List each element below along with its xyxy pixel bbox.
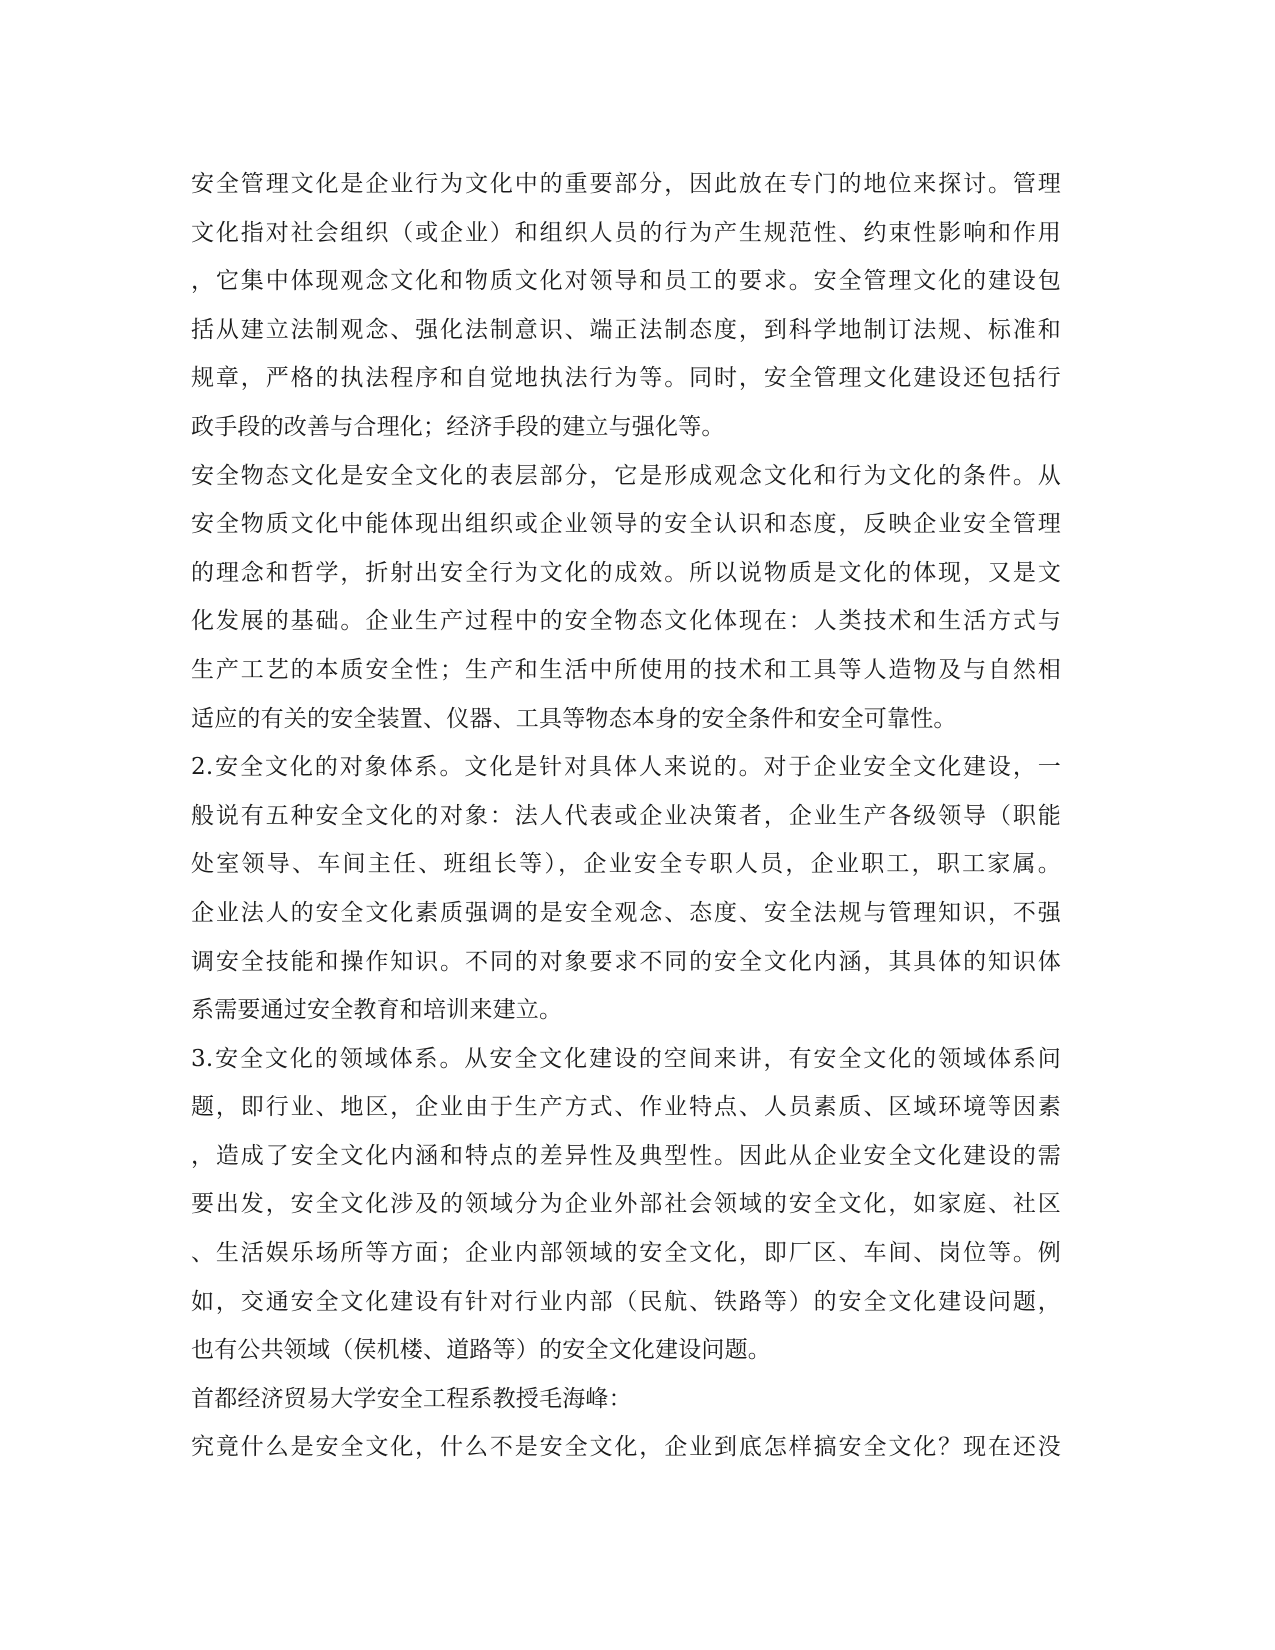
text-line: 规章，严格的执法程序和自觉地执法行为等。同时，安全管理文化建设还包括行: [191, 365, 1061, 392]
text-line: ，它集中体现观念文化和物质文化对领导和员工的要求。安全管理文化的建设包: [191, 268, 1061, 295]
text-line: 文化指对社会组织（或企业）和组织人员的行为产生规范性、约束性影响和作用: [191, 219, 1061, 246]
text-line: 调安全技能和操作知识。不同的对象要求不同的安全文化内涵，其具体的知识体: [191, 948, 1061, 975]
text-line: 如，交通安全文化建设有针对行业内部（民航、铁路等）的安全文化建设问题，: [191, 1288, 1061, 1315]
text-line: 安全管理文化是企业行为文化中的重要部分，因此放在专门的地位来探讨。管理: [191, 171, 1061, 197]
text-line: 题，即行业、地区，企业由于生产方式、作业特点、人员素质、区域环境等因素: [191, 1094, 1061, 1121]
text-line: 、生活娱乐场所等方面；企业内部领域的安全文化，即厂区、车间、岗位等。例: [191, 1240, 1061, 1267]
text-line: 系需要通过安全教育和培训来建立。: [191, 997, 563, 1024]
text-line: 也有公共领域（侯机楼、道路等）的安全文化建设问题。: [191, 1337, 771, 1364]
text-line: 适应的有关的安全装置、仪器、工具等物态本身的安全条件和安全可靠性。: [191, 705, 957, 732]
body-text: [191, 160, 1061, 1472]
text-line: 处室领导、车间主任、班组长等），企业安全专职人员，企业职工，职工家属。: [191, 851, 1061, 878]
text-line: 企业法人的安全文化素质强调的是安全观念、态度、安全法规与管理知识，不强: [191, 899, 1061, 926]
text-line: 2.安全文化的对象体系。文化是针对具体人来说的。对于企业安全文化建设，一: [191, 754, 1061, 781]
text-line: 括从建立法制观念、强化法制意识、端正法制态度，到科学地制订法规、标准和: [191, 316, 1061, 343]
text-line: 安全物态文化是安全文化的表层部分，它是形成观念文化和行为文化的条件。从: [191, 462, 1061, 489]
text-line: 政手段的改善与合理化；经济手段的建立与强化等。: [191, 413, 725, 440]
text-line: 3.安全文化的领域体系。从安全文化建设的空间来讲，有安全文化的领域体系问: [191, 1045, 1061, 1072]
text-line: 的理念和哲学，折射出安全行为文化的成效。所以说物质是文化的体现，又是文: [191, 559, 1061, 586]
text-line: 生产工艺的本质安全性；生产和生活中所使用的技术和工具等人造物及与自然相: [191, 656, 1061, 683]
text-line: 安全物质文化中能体现出组织或企业领导的安全认识和态度，反映企业安全管理: [191, 511, 1061, 538]
text-line: 要出发，安全文化涉及的领域分为企业外部社会领域的安全文化，如家庭、社区: [191, 1191, 1061, 1218]
text-line: 首都经济贸易大学安全工程系教授毛海峰：: [191, 1385, 632, 1412]
text-line: 化发展的基础。企业生产过程中的安全物态文化体现在：人类技术和生活方式与: [191, 608, 1061, 635]
text-line: 究竟什么是安全文化，什么不是安全文化，企业到底怎样搞安全文化？现在还没: [191, 1434, 1061, 1461]
text-line: ，造成了安全文化内涵和特点的差异性及典型性。因此从企业安全文化建设的需: [191, 1142, 1061, 1169]
text-line: 般说有五种安全文化的对象：法人代表或企业决策者，企业生产各级领导（职能: [191, 802, 1061, 829]
